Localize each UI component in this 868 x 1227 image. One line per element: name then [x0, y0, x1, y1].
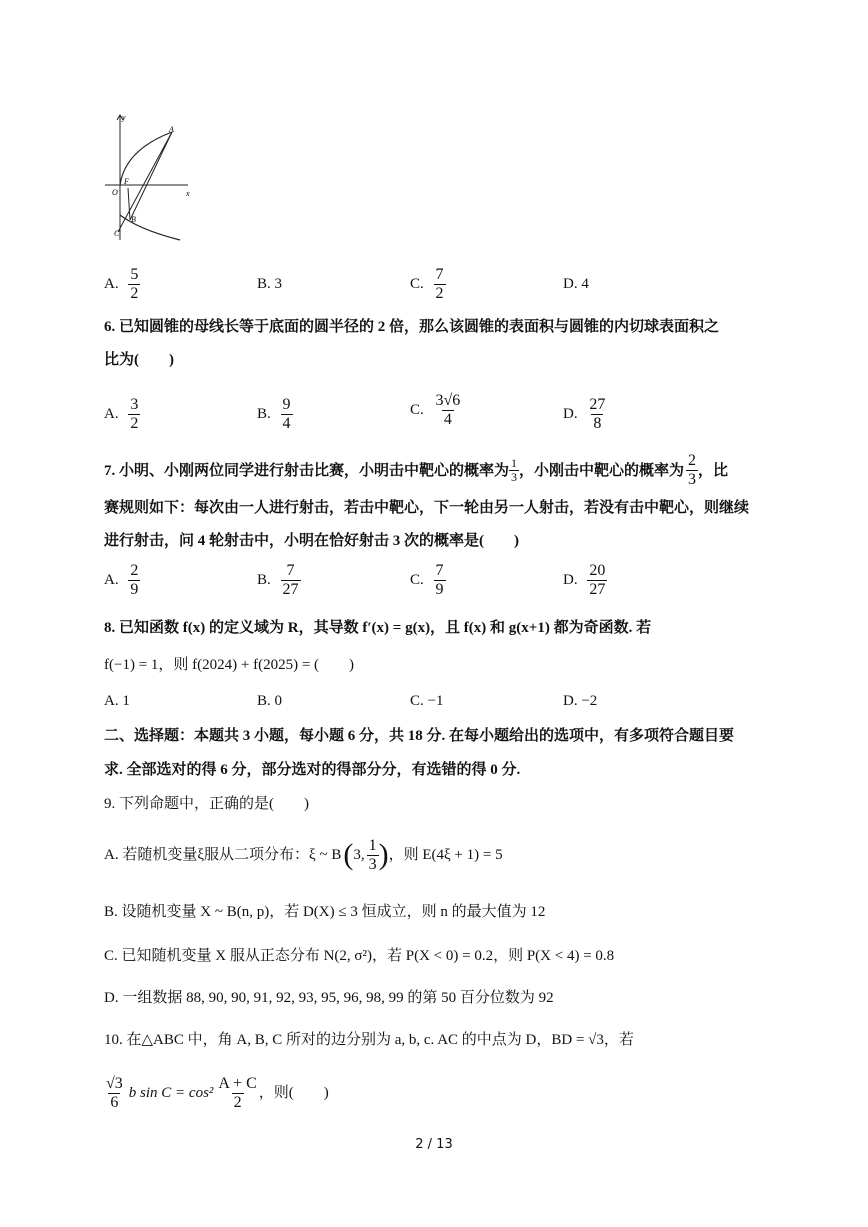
q5-a-fraction	[128, 266, 140, 303]
q7-p1-fraction	[509, 457, 519, 484]
q7-c-num: 7	[435, 562, 444, 579]
q7-c-den: 9	[435, 581, 444, 598]
q7-c-fraction	[434, 562, 446, 599]
q7-p1-num: 1	[511, 456, 518, 470]
q6-a-fraction	[128, 396, 140, 433]
q9-a-num: 1	[368, 836, 377, 854]
q9-a-fraction	[367, 837, 379, 874]
q9-stem: 9. 下列命题中，正确的是( )	[104, 796, 309, 812]
q8-line1: 8. 已知函数 f(x) 的定义域为 R，其导数 f′(x) = g(x)，且 f(x) 和 g(x+1) 都为奇函数. 若	[104, 620, 652, 636]
q9-a-post: ，则 E(4ξ + 1) = 5	[388, 847, 503, 863]
q8-option-d: D. −2	[563, 693, 598, 709]
fig-label-y: y	[122, 113, 126, 122]
q8-option-a: A. 1	[104, 693, 130, 709]
q5-b-val: 3	[274, 276, 283, 292]
q5-c-num: 7	[435, 266, 444, 283]
q6-line1: 6. 已知圆锥的母线长等于底面的圆半径的 2 倍，那么该圆锥的表面积与圆锥的内切球表面积之	[104, 319, 720, 335]
coordinate-figure	[100, 110, 200, 245]
q9-option-c: C. 已知随机变量 X 服从正态分布 N(2, σ²)，若 P(X < 0) = 0.2，则 P(X < 4) = 0.8	[104, 948, 615, 964]
page-number: 2 / 13	[415, 1137, 453, 1152]
q9-option-d: D. 一组数据 88, 90, 90, 91, 92, 93, 95, 96, 98, 99 的第 50 百分位数为 92	[104, 990, 554, 1006]
q10-f1-num: √3	[106, 1074, 123, 1092]
fig-label-c: C	[114, 229, 120, 238]
fig-label-b: B	[131, 215, 136, 224]
q6-option-d	[563, 396, 607, 433]
q8-option-b: B. 0	[257, 693, 283, 709]
q7-b-den: 27	[282, 581, 299, 598]
section2-line2: 求. 全部选对的得 6 分，部分选对的得部分分，有选错的得 0 分.	[104, 762, 521, 778]
q7-p2-num: 2	[688, 452, 697, 469]
q6-d-den: 8	[593, 415, 602, 432]
q7-option-b	[257, 562, 301, 599]
q8-option-c: C. −1	[410, 693, 444, 709]
q5-b-label: B.	[257, 276, 271, 292]
q6-a-label: A.	[104, 405, 119, 422]
q5-d-val: 4	[581, 276, 589, 292]
q7-line1	[104, 452, 728, 489]
q7-d-num: 20	[589, 562, 606, 579]
q6-d-fraction	[587, 396, 607, 433]
q7-line1-a: 7. 小明、小刚两位同学进行射击比赛，小明击中靶心的概率为	[104, 462, 510, 479]
q5-option-d	[563, 276, 589, 293]
q5-d-label: D.	[563, 276, 578, 292]
section2-line1: 二、选择题：本题共 3 小题，每小题 6 分，共 18 分. 在每小题给出的选项中，有多项符合题目要	[104, 728, 735, 744]
q5-a-label: A.	[104, 275, 119, 292]
q8-line2: f(−1) = 1，则 f(2024) + f(2025) = ( )	[104, 657, 355, 673]
q7-option-c	[410, 562, 446, 599]
q7-a-label: A.	[104, 571, 119, 588]
q7-b-num: 7	[286, 562, 295, 579]
q10-f1-den: 6	[110, 1093, 119, 1111]
q6-b-label: B.	[257, 405, 271, 422]
q6-c-label: C.	[410, 401, 424, 418]
q7-option-d	[563, 562, 607, 599]
q5-c-fraction	[434, 266, 446, 303]
q10-tail: ，则( )	[258, 1085, 329, 1101]
q6-d-num: 27	[589, 396, 606, 413]
q6-option-a	[104, 396, 140, 433]
q6-b-num: 9	[282, 396, 291, 413]
q10-f2-fraction	[216, 1075, 258, 1112]
q6-option-b	[257, 396, 293, 433]
q10-line1: 10. 在△ABC 中，角 A, B, C 所对的边分别为 a, b, c. AC 的中点为 D，BD = √3，若	[104, 1032, 634, 1048]
q7-a-den: 9	[130, 581, 139, 598]
q10-mid: b sin C = cos²	[128, 1085, 214, 1101]
q6-option-c	[410, 392, 462, 429]
q9-a-mid: 3,	[353, 847, 365, 863]
q7-a-num: 2	[130, 562, 139, 579]
q7-p1-den: 3	[511, 470, 518, 484]
q7-option-a	[104, 562, 140, 599]
q9-a-rparen: )	[378, 838, 389, 871]
q10-f2-num: A + C	[218, 1074, 257, 1092]
q9-option-a	[104, 835, 503, 875]
q10-f2-den: 2	[233, 1093, 242, 1111]
fig-label-f: F	[124, 177, 129, 186]
q6-b-den: 4	[282, 415, 291, 432]
q7-p2-fraction	[686, 452, 698, 489]
q5-c-den: 2	[435, 285, 444, 302]
q5-option-a	[104, 266, 140, 303]
q6-a-den: 2	[130, 415, 139, 432]
q7-line1-b: ，小刚击中靶心的概率为	[519, 462, 685, 479]
q5-option-c	[410, 266, 446, 303]
q7-d-fraction	[587, 562, 607, 599]
q9-a-lparen: (	[343, 838, 354, 871]
q10-line2	[104, 1070, 329, 1116]
q6-c-den: 4	[443, 411, 452, 428]
q7-d-label: D.	[563, 571, 578, 588]
q9-a-pre: A. 若随机变量ξ服从二项分布：ξ ~ B	[104, 847, 342, 863]
q7-d-den: 27	[589, 581, 606, 598]
q7-b-label: B.	[257, 571, 271, 588]
q7-line3: 进行射击，问 4 轮射击中，小明在恰好射击 3 次的概率是( )	[104, 533, 519, 549]
q9-option-b: B. 设随机变量 X ~ B(n, p)，若 D(X) ≤ 3 恒成立，则 n 的最大值为 12	[104, 904, 546, 920]
q7-a-fraction	[128, 562, 140, 599]
q5-a-den: 2	[130, 285, 139, 302]
q6-c-fraction	[434, 392, 463, 429]
q5-option-b	[257, 276, 282, 293]
q6-b-fraction	[281, 396, 293, 433]
fig-label-o: O	[112, 188, 118, 197]
q6-c-num: 3√6	[435, 392, 461, 409]
q5-a-num: 5	[130, 266, 139, 283]
q5-c-label: C.	[410, 275, 424, 292]
fig-label-x: x	[186, 189, 190, 198]
q7-b-fraction	[281, 562, 301, 599]
q7-line2: 赛规则如下：每次由一人进行射击，若击中靶心，下一轮由另一人射击，若没有击中靶心，则继续	[104, 500, 750, 516]
q6-d-label: D.	[563, 405, 578, 422]
q10-f1-fraction	[104, 1075, 125, 1112]
q6-line2: 比为( )	[104, 352, 174, 368]
q6-a-num: 3	[130, 396, 139, 413]
q7-c-label: C.	[410, 571, 424, 588]
q7-line1-c: ，比	[698, 462, 729, 479]
q9-a-den: 3	[368, 855, 377, 873]
q7-p2-den: 3	[688, 471, 697, 488]
fig-label-a: A	[169, 125, 174, 134]
